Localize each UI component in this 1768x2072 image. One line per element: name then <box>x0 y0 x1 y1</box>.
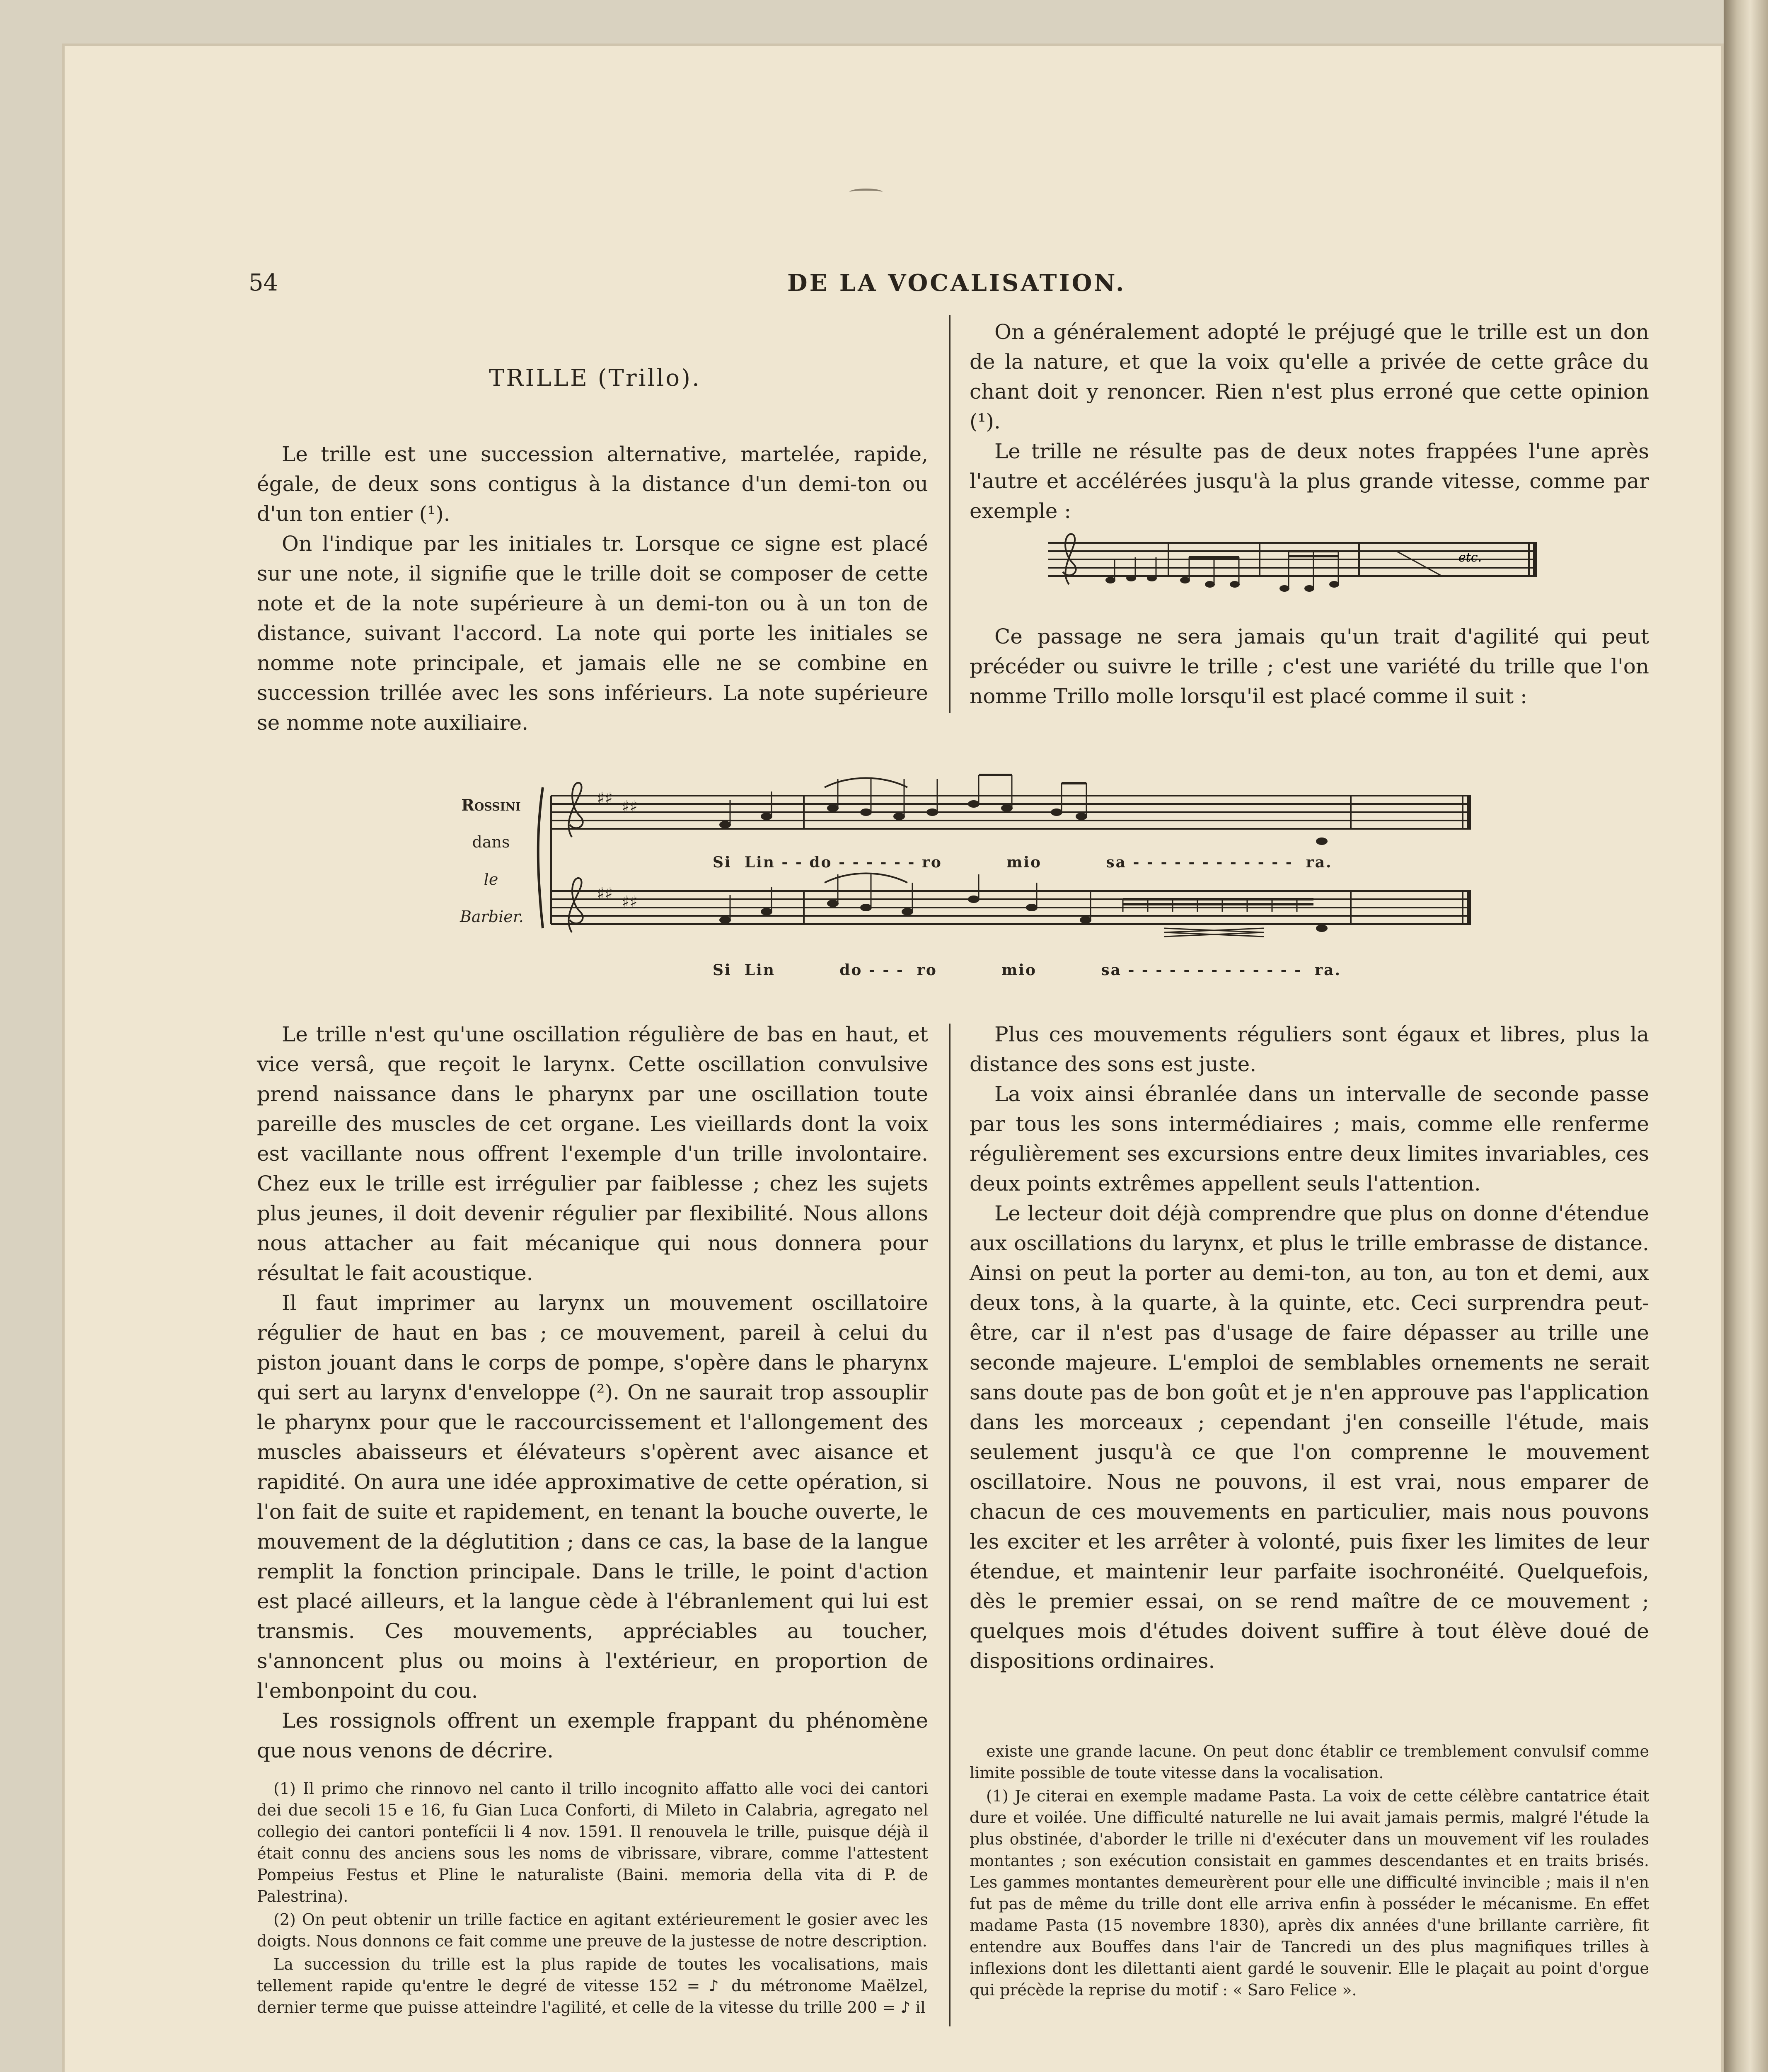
lyric-line-2: Si Lin do - - - ro mio sa - - - - - - - - - - - - - ra. <box>713 961 1341 979</box>
right-column-top-a <box>970 317 1649 526</box>
paragraph: Plus ces mouvements réguliers sont égaux et libres, plus la distance des sons est juste. <box>970 1022 1649 1076</box>
paragraph: Le trille n'est qu'une oscillation régulière de bas en haut, et vice versâ, que reçoit le larynx. Cette oscillation convulsive prend naissance dans le pharynx par une oscillation toute pareille des muscles de cet organe. Les vieillards dont la voix est vacillante nous offrent l'exemple d'un trille involontaire. Chez eux le trille est irrégulier par faiblesse ; chez les sujets plus jeunes, il doit devenir régulier par flexibilité. Nous allons nous attacher au fait mécanique qui nous donnera pour résultat le fait acoustique. <box>257 1022 928 1285</box>
paragraph: On a généralement adopté le préjugé que le trille est un don de la nature, et que la voix qu'elle a privée de cette grâce du chant doit y renoncer. Rien n'est plus erroné que cette opinion (¹). <box>970 320 1649 433</box>
footnote: (2) On peut obtenir un trille factice en agitant extérieurement le gosier avec les doigts. Nous donnons ce fait comme une preuve de la justesse de notre description. <box>257 1910 928 1950</box>
svg-text:♯♯: ♯♯ <box>597 884 613 903</box>
music-label-rossini: Rossini <box>461 796 521 814</box>
left-column-bottom <box>257 1019 928 1765</box>
footnote: (1) Je citerai en exemple madame Pasta. La voix de cette célèbre cantatrice était dure et voilée. Une difficulté naturelle ne lui avait jamais permis, malgré l'étude la plus obstinée, d'aborder le trille ni d'exécuter dans un mouvement vif les roulades montantes ; son exécution consistait en gammes descendantes et en traits brisés. Les gammes montantes demeurèrent pour elle une difficulté invincible ; mais il n'en fut pas de même du trille dont elle arriva enfin à posséder le mécanisme. En effet madame Pasta (15 novembre 1830), après dix années d'une brillante carrière, fit entendre aux Bouffes dans l'air de Tancredi un des plus magnifiques trilles à inflexions dont les dilettanti aient gardé le souvenir. Elle le plaçait au point d'orgue qui précède la reprise du motif : « Saro Felice ». <box>970 1787 1649 1999</box>
right-column-bottom <box>970 1019 1649 1676</box>
footnotes-left <box>257 1778 928 2020</box>
column-rule-top <box>949 315 951 713</box>
footnote: La succession du trille est la plus rapide de toutes les vocalisations, mais tellement rapide qu'entre le degré de vitesse 152 = ♪ du métronome Maëlzel, dernier terme que puisse atteindre l'agilité, et celle de la vitesse du trille 200 = ♪ il <box>257 1955 928 2016</box>
paragraph: Il faut imprimer au larynx un mouvement oscillatoire régulier de haut en bas ; ce mouvement, pareil à celui du piston jouant dans le corps de pompe, s'opère dans le pharynx qui sert au larynx d'enveloppe (²). On ne saurait trop assouplir le pharynx pour que le raccourcissement et l'allongement des muscles abaisseurs et élévateurs s'opèrent avec aisance et rapidité. On aura une idée approximative de cette opération, si l'on fait de suite et rapidement, en tenant la bouche ouverte, le mouvement de la déglutition ; dans ce cas, la base de la langue remplit la fonction principale. Dans le trille, le point d'action est placé ailleurs, et la langue cède à l'ébranlement qui lui est transmis. Ces mouvements, appréciables au toucher, s'annoncent plus ou moins à l'extérieur, en proportion de l'embonpoint du cou. <box>257 1291 928 1703</box>
music-label-dans: dans <box>472 833 510 851</box>
paragraph: La voix ainsi ébranlée dans un intervalle de seconde passe par tous les sons intermédiaires ; mais, comme elle renferme régulièrement ses excursions entre deux limites invariables, ces deux points extrêmes appellent seuls l'attention. <box>970 1082 1649 1196</box>
paragraph: On l'indique par les initiales tr. Lorsque ce signe est placé sur une note, il signifie que le trille doit se composer de cette note et de la note supérieure à un demi-ton ou à un ton de distance, suivant l'accord. La note qui porte les initiales se nomme note principale, et jamais elle ne se combine en succession trillée avec les sons inférieurs. La note supérieure se nomme note auxiliaire. <box>257 532 928 735</box>
page-number: 54 <box>249 269 278 296</box>
paragraph: Ce passage ne sera jamais qu'un trait d'agilité qui peut précéder ou suivre le trille ; c'est une variété du trille que l'on nomme Trillo molle lorsqu'il est placé comme il suit : <box>970 625 1649 708</box>
lyric-line-1: Si Lin - - do - - - - - - ro mio sa - - - - - - - - - - - - ra. <box>713 854 1333 871</box>
paragraph: Le lecteur doit déjà comprendre que plus on donne d'étendue aux oscillations du larynx, et plus le trille embrasse de distance. Ainsi on peut la porter au demi-ton, au ton, au ton et demi, aux deux tons, à la quarte, à la quinte, etc. Ceci surprendra peut-être, car il n'est pas d'usage de faire dépasser au trille une seconde majeure. L'emploi de semblables ornements ne serait sans doute pas de bon goût et je n'en approuve pas l'application dans les morceaux ; cependant j'en conseille l'étude, mais seulement jusqu'à ce que l'on comprenne le mouvement oscillatoire. Nous ne pouvons, il est vrai, nous emparer de chacun de ces mouvements en particulier, mais nous pouvons les exciter et les arrêter à volonté, puis fixer les limites de leur étendue, et maintenir leur parfaite isochronéité. Quelquefois, dès le premier essai, on se rend maître de ce mouvement ; quelques mois d'études doivent suffire à tout élève doué de dispositions ordinaires. <box>970 1201 1649 1673</box>
paragraph: Les rossignols offrent un exemple frappant du phénomène que nous venons de décrire. <box>257 1709 928 1762</box>
page-edge <box>1724 0 1768 2072</box>
music-label-le: le <box>484 870 498 888</box>
ornament-tick <box>849 189 883 196</box>
svg-text:♯♯: ♯♯ <box>622 893 638 912</box>
right-column-top-b <box>970 622 1649 711</box>
paragraph: Le trille est une succession alternative, martelée, rapide, égale, de deux sons contigus à la distance d'un demi-ton ou d'un ton entier (¹). <box>257 442 928 526</box>
footnotes-right <box>970 1740 1649 2002</box>
svg-text:♯♯: ♯♯ <box>597 789 613 808</box>
footnote: existe une grande lacune. On peut donc établir ce tremblement convulsif comme limite possible de toute vitesse dans la vocalisation. <box>970 1742 1649 1782</box>
running-head: DE LA VOCALISATION. <box>787 269 1126 297</box>
column-rule-bottom <box>949 1024 951 2026</box>
music-example-short <box>1044 526 1541 601</box>
svg-text:♯♯: ♯♯ <box>622 797 638 816</box>
footnote: (1) Il primo che rinnovo nel canto il trillo incognito affatto alle voci dei cantori dei due secoli 15 e 16, fu Gian Luca Conforti, di Mileto in Calabria, agregato nel collegio dei cantori pontefícii li 4 nov. 1591. Il renouvela le trille, puisque déjà il était connu des anciens sous les noms de vibrissare, vibrare, comme l'attestent Pompeius Festus et Pline le naturaliste (Baini. memoria della vita di P. de Palestrina). <box>257 1779 928 1905</box>
music-etc: etc. <box>1458 550 1482 565</box>
music-label-barbier: Barbier. <box>460 908 524 926</box>
section-title: TRILLE (Trillo). <box>489 365 701 392</box>
paragraph: Le trille ne résulte pas de deux notes frappées l'une après l'autre et accélérées jusqu'à la plus grande vitesse, comme par exemple : <box>970 439 1649 523</box>
left-column-top <box>257 439 928 738</box>
